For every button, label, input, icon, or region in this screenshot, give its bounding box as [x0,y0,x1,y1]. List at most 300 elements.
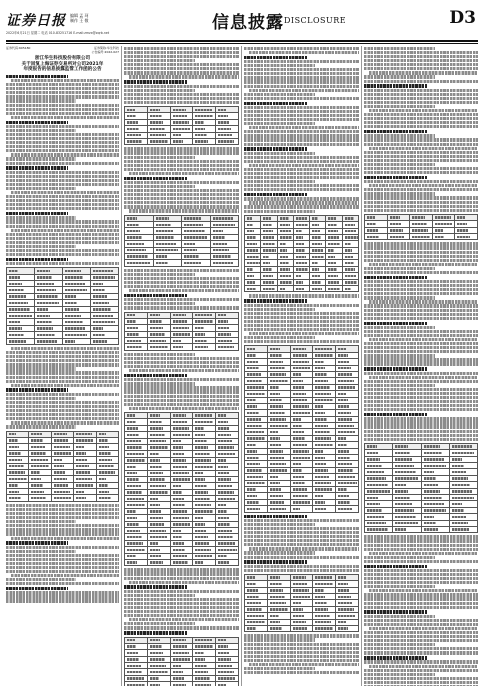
table-cell [74,495,96,501]
text-line [244,102,307,105]
text-line [244,172,359,175]
text-line [249,89,359,92]
text-line [6,355,119,358]
text-line [244,531,359,534]
text-line [244,651,359,654]
text-line [6,417,119,420]
table-cell [245,286,261,292]
text-line [6,546,119,549]
text-line [364,51,478,54]
text-line [364,117,478,120]
table-cell [96,495,118,501]
text-line [364,358,478,361]
table-cell [393,526,421,532]
text-line [364,134,435,137]
table-row [125,559,239,565]
table-cell [51,495,73,501]
text-line [124,585,187,588]
text-line [6,245,76,248]
table-cell [449,526,477,532]
text-line [364,255,478,258]
text-line [124,63,239,66]
text-line [129,289,239,292]
text-line [124,572,239,575]
text-line [124,285,239,288]
text-line [11,384,119,387]
table-cell [277,286,293,292]
table-cell [153,260,182,266]
text-line [124,298,239,301]
column-3 [244,46,359,686]
text-line [124,205,239,208]
text-line [244,527,359,530]
text-line [244,97,359,100]
text-line [364,408,478,411]
text-line [6,393,119,396]
text-line [364,271,478,274]
text-line [244,308,315,311]
text-line [124,403,239,406]
text-line [124,201,239,204]
text-line [124,71,239,74]
text-line [249,126,359,129]
table-cell [245,625,268,631]
text-line [364,556,435,559]
text-line [364,143,478,146]
text-line [244,320,359,323]
header-rule [6,40,478,42]
text-line [6,121,68,124]
column-1 [6,46,119,686]
text-line [364,101,478,104]
text-line [6,397,76,400]
text-line [364,430,478,433]
text-line [6,249,119,252]
editor-line: 编辑 孟 珂 [70,13,89,18]
text-line [244,64,315,67]
text-line [124,185,195,188]
text-line [6,570,119,573]
text-line [249,164,359,167]
text-line [364,417,478,420]
text-line [249,294,359,297]
text-line [244,515,307,518]
body-text [124,353,239,410]
text-line [6,558,119,561]
text-line [124,55,239,58]
text-line [244,143,359,146]
table-cell [7,495,29,501]
table-cell [147,138,170,144]
text-line [6,125,119,128]
text-line [364,267,435,270]
text-line [364,438,478,441]
data-table [244,215,359,293]
text-line [244,569,359,572]
text-line [244,336,315,339]
text-line [6,87,119,90]
text-line [364,597,478,600]
text-line [244,138,359,141]
text-line [364,334,478,337]
text-line [244,60,359,63]
text-line [124,85,239,88]
text-line [124,80,187,83]
table-cell [310,286,326,292]
dateline: 2022年6月21日 星期二 电话 010-83251716 E-mail:zmzx@zqrb.net [6,31,110,35]
table-cell [365,234,388,240]
text-line [124,365,239,368]
body-text [364,242,478,440]
text-line [364,196,478,199]
text-line [6,233,119,236]
text-line [364,84,427,87]
body-text [6,504,119,603]
body-text [244,515,359,572]
text-line [244,316,359,319]
text-line [364,180,478,183]
text-line [124,594,195,597]
text-line [364,569,478,572]
text-line [6,187,76,190]
text-line [11,574,119,577]
table-cell [63,338,91,344]
text-line [6,566,119,569]
table-cell [216,138,239,144]
text-line [124,610,239,613]
text-line [364,342,478,345]
table-row [245,625,359,631]
text-line [6,376,119,379]
article-title-line: 关于回复上海证券交易所对公司2021年 [21,61,104,67]
table-cell [432,234,455,240]
text-line [364,651,478,654]
table-cell [170,344,193,350]
text-line [6,409,119,412]
text-line [124,626,239,629]
article-title-line: 浙江华生科技股份有限公司 [34,56,91,61]
section-title: 信息披露 [212,13,284,33]
text-line [6,413,119,416]
column-divider [241,46,242,686]
text-line [244,519,359,522]
text-line [124,67,239,70]
table-cell [336,625,359,631]
text-line [364,560,478,563]
text-line [244,68,359,71]
text-line [364,565,427,568]
data-table [244,574,359,633]
table-cell [421,526,449,532]
body-text [244,47,359,213]
text-line [6,504,119,507]
text-line [364,309,478,312]
table-cell [147,682,170,686]
text-line [249,547,359,550]
text-line [11,537,119,540]
text-line [244,147,307,150]
text-line [244,160,359,163]
article-title [6,56,119,73]
text-line [364,242,478,245]
text-line [364,246,478,249]
text-line [244,176,359,179]
text-line [369,552,478,555]
text-line [124,294,187,297]
text-line [364,615,435,618]
data-table [244,345,359,512]
table-cell [342,286,358,292]
text-line [364,384,435,387]
data-table [124,312,239,351]
text-line [364,59,478,62]
text-line [124,395,239,398]
text-line [244,539,359,542]
text-line [124,93,239,96]
text-line [124,160,239,163]
text-line [364,372,478,375]
text-line [364,685,478,686]
text-line [244,551,315,554]
data-table [364,214,478,241]
text-line [6,99,76,102]
table-cell [7,338,35,344]
table-cell [410,234,433,240]
body-text [244,634,359,674]
masthead [6,6,478,40]
table-row [7,495,119,501]
stock-code: 证券代码:605180 [6,46,31,50]
text-line [364,121,478,124]
text-line [6,405,119,408]
text-line [364,322,427,325]
table-cell [125,682,148,686]
text-line [364,296,435,299]
text-line [11,421,119,424]
text-line [129,407,239,410]
text-line [6,253,119,256]
text-line [6,171,119,174]
table-cell [210,260,239,266]
text-line [244,667,315,670]
table-cell [170,682,193,686]
text-line [364,681,478,684]
text-line [364,425,478,428]
text-line [244,134,359,137]
column-2 [124,46,239,686]
text-line [129,369,239,372]
text-line [364,581,478,584]
data-table [364,443,478,533]
text-line [11,191,119,194]
text-line [6,595,119,598]
text-line [244,638,315,641]
text-line [244,93,315,96]
text-line [124,89,195,92]
text-line [6,258,68,261]
text-line [244,535,359,538]
text-line [6,237,119,240]
text-line [364,155,478,158]
text-line [124,602,239,605]
body-text [124,568,239,634]
notice-number: 公告编号:2022-027 [91,50,119,54]
text-line [244,655,359,658]
text-line [6,599,119,602]
text-line [6,520,76,523]
text-line [364,125,478,128]
table-cell [216,682,239,686]
text-line [6,199,119,202]
text-line [364,585,435,588]
text-line [244,168,359,171]
text-line [364,367,427,370]
text-line [124,97,239,100]
text-line [6,203,119,206]
text-line [124,168,239,171]
table-cell [261,286,277,292]
text-line [6,524,119,527]
text-line [11,347,119,350]
text-line [364,573,478,576]
table-cell [170,559,193,565]
text-line [244,47,359,50]
text-line [6,141,119,144]
text-line [244,76,359,79]
text-line [6,83,119,86]
text-line [6,562,119,565]
text-line [6,95,119,98]
body-text [364,47,478,212]
data-table [124,637,239,686]
text-line [124,577,239,580]
text-line [6,91,119,94]
text-line [6,207,119,210]
text-line [124,189,239,192]
text-line [364,539,478,542]
text-line [124,361,239,364]
text-line [6,75,68,78]
text-line [364,639,478,642]
table-cell [125,559,148,565]
article-title-line: 年度报告的信息披露监管工作函的公告 [23,67,102,73]
table-row [125,138,239,144]
text-line [364,354,435,357]
text-line [364,276,427,279]
notice-number-row [6,50,119,54]
text-line [244,634,359,637]
text-line [364,80,478,83]
text-line [11,116,119,119]
text-line [364,292,478,295]
text-line [364,47,435,50]
text-line [244,110,359,113]
text-line [129,618,239,621]
text-line [364,63,478,66]
table-cell [326,286,342,292]
text-line [364,280,478,283]
text-line [364,535,478,538]
data-table [124,106,239,145]
text-line [364,159,478,162]
text-line [6,582,119,585]
text-line [6,195,119,198]
text-line [244,152,315,155]
text-line [369,71,478,74]
text-line [6,241,119,244]
text-line [6,528,119,531]
page-number: D3 [449,8,476,28]
stock-abbr: 证券简称:华生科技 [93,46,119,50]
table-cell [216,559,239,565]
text-line [364,396,478,399]
text-line [124,156,195,159]
text-line [124,273,195,276]
text-line [364,317,478,320]
text-line [244,156,359,159]
text-line [6,512,119,515]
text-line [364,404,478,407]
text-line [244,556,359,559]
text-line [6,162,119,165]
text-line [369,184,478,187]
column-4 [364,46,478,686]
text-line [369,147,478,150]
text-line [244,340,359,343]
text-line [6,363,119,366]
text-line [364,201,478,204]
text-line [6,137,119,140]
text-line [124,197,239,200]
table-cell [193,138,216,144]
text-line [369,589,478,592]
text-line [6,591,119,594]
text-line [11,153,119,156]
text-line [11,229,119,232]
text-line [6,508,119,511]
text-line [244,197,359,200]
text-line [124,177,187,180]
body-text [364,535,478,686]
text-line [124,47,239,50]
text-line [124,51,239,54]
text-line [364,643,435,646]
column-divider [361,46,362,686]
text-line [6,212,68,215]
text-line [124,631,187,634]
column-divider [121,46,122,686]
text-line [364,105,435,108]
text-line [364,113,478,116]
text-line [124,568,239,571]
text-line [124,353,195,356]
text-line [124,390,239,393]
text-line [364,656,427,659]
text-line [6,541,68,544]
section-title-english: DISCLOSURE [284,16,347,25]
text-line [6,145,119,148]
text-line [364,631,478,634]
text-line [124,399,239,402]
text-line [6,112,119,115]
table-cell [91,338,119,344]
text-line [244,106,359,109]
table-cell [455,234,478,240]
text-line [124,374,187,377]
text-line [364,89,478,92]
text-line [6,225,119,228]
text-line [364,388,478,391]
